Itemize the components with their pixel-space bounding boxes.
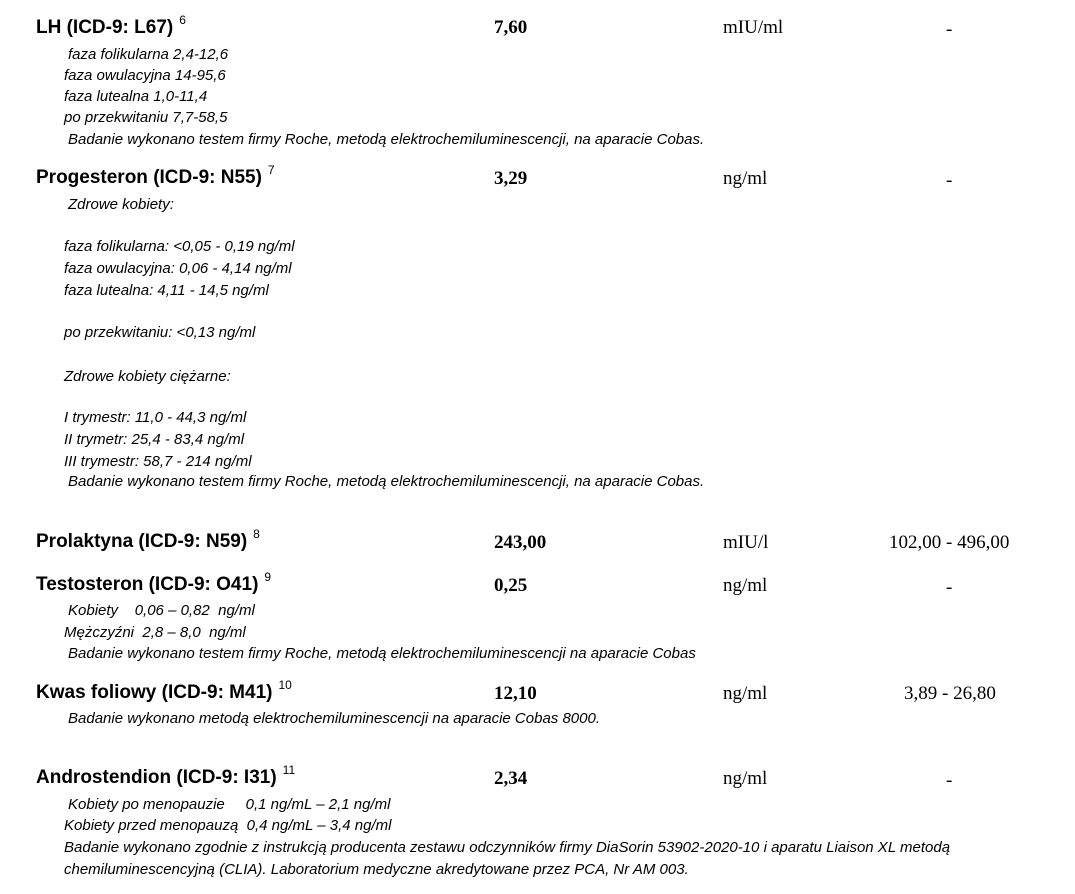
- result-value-lh: 7,60: [494, 17, 528, 38]
- note-line: faza folikularna 2,4-12,6: [68, 46, 229, 63]
- note-line: faza owulacyjna: 0,06 - 4,14 ng/ml: [64, 260, 292, 277]
- note-line: po przekwitaniu: <0,13 ng/ml: [64, 324, 256, 341]
- footnote-marker: 10: [278, 678, 292, 692]
- note-line: Zdrowe kobiety ciężarne:: [64, 368, 231, 385]
- test-name-prolaktyna: Prolaktyna (ICD-9: N59) $^8$: [36, 527, 260, 552]
- reference-range-progesteron: -: [946, 170, 953, 191]
- method-note: Badanie wykonano testem firmy Roche, metodą elektrochemiluminescencji, na aparacie Cobas.: [68, 131, 705, 148]
- note-line: Kobiety przed menopauzą 0,4 ng/mL – 3,4 ng/ml: [64, 817, 392, 834]
- result-value-testosteron: 0,25: [494, 575, 528, 596]
- footnote-marker: 8: [253, 527, 260, 541]
- test-name-androstendion: Androstendion (ICD-9: I31) $^{11}$: [36, 763, 296, 788]
- note-line: Zdrowe kobiety:: [68, 196, 174, 213]
- note-line: faza folikularna: <0,05 - 0,19 ng/ml: [64, 238, 295, 255]
- footnote-marker: 11: [282, 763, 296, 777]
- method-note: Badanie wykonano testem firmy Roche, metodą elektrochemiluminescencji na aparacie Cobas: [68, 645, 696, 662]
- result-unit-androstendion: ng/ml: [723, 768, 768, 789]
- test-name-progesteron: Progesteron (ICD-9: N55) $^7$: [36, 163, 275, 188]
- note-line: faza lutealna: 4,11 - 14,5 ng/ml: [64, 282, 269, 299]
- result-value-kwas-foliowy: 12,10: [494, 683, 537, 704]
- result-unit-testosteron: ng/ml: [723, 575, 768, 596]
- note-line: faza owulacyjna 14-95,6: [64, 67, 226, 84]
- method-note: chemiluminescencyjną (CLIA). Laboratorium medyczne akredytowane przez PCA, Nr AM 003.: [64, 861, 689, 878]
- footnote-marker: 9: [264, 570, 272, 584]
- note-line: III trymestr: 58,7 - 214 ng/ml: [64, 453, 252, 470]
- note-line: Kobiety 0,06 – 0,82 ng/ml: [68, 602, 255, 619]
- note-line: po przekwitaniu 7,7-58,5: [64, 109, 228, 126]
- reference-range-androstendion: -: [946, 770, 953, 791]
- result-unit-prolaktyna: mIU/l: [723, 532, 769, 553]
- result-value-prolaktyna: 243,00: [494, 532, 547, 553]
- footnote-marker: 6: [179, 13, 186, 27]
- reference-range-lh: -: [946, 19, 953, 40]
- reference-range-prolaktyna: 102,00 - 496,00: [889, 532, 1010, 553]
- test-name-kwas-foliowy: Kwas foliowy (ICD-9: M41) $^{10}$: [36, 678, 292, 703]
- reference-range-testosteron: -: [946, 577, 953, 598]
- test-name-lh: LH (ICD-9: L67) $^6$: [36, 13, 186, 38]
- result-unit-lh: mIU/ml: [723, 17, 784, 38]
- result-unit-kwas-foliowy: ng/ml: [723, 683, 768, 704]
- method-note: Badanie wykonano metodą elektrochemiluminescencji na aparacie Cobas 8000.: [68, 710, 600, 727]
- reference-range-kwas-foliowy: 3,89 - 26,80: [904, 683, 996, 704]
- result-value-androstendion: 2,34: [494, 768, 528, 789]
- note-line: Mężczyźni 2,8 – 8,0 ng/ml: [64, 624, 246, 641]
- result-unit-progesteron: ng/ml: [723, 168, 768, 189]
- result-value-progesteron: 3,29: [494, 168, 528, 189]
- footnote-marker: 7: [267, 163, 275, 177]
- method-note: Badanie wykonano zgodnie z instrukcją producenta zestawu odczynników firmy DiaSorin 53902-2020-10 i aparatu Liaison XL metodą: [64, 839, 951, 856]
- method-note: Badanie wykonano testem firmy Roche, metodą elektrochemiluminescencji, na aparacie Cobas.: [68, 473, 705, 490]
- test-name-testosteron: Testosteron (ICD-9: O41) $^9$: [36, 570, 272, 595]
- note-line: II trymetr: 25,4 - 83,4 ng/ml: [64, 431, 245, 448]
- note-line: Kobiety po menopauzie 0,1 ng/mL – 2,1 ng/ml: [68, 796, 391, 813]
- note-line: faza lutealna 1,0-11,4: [64, 88, 208, 105]
- note-line: I trymestr: 11,0 - 44,3 ng/ml: [64, 409, 247, 426]
